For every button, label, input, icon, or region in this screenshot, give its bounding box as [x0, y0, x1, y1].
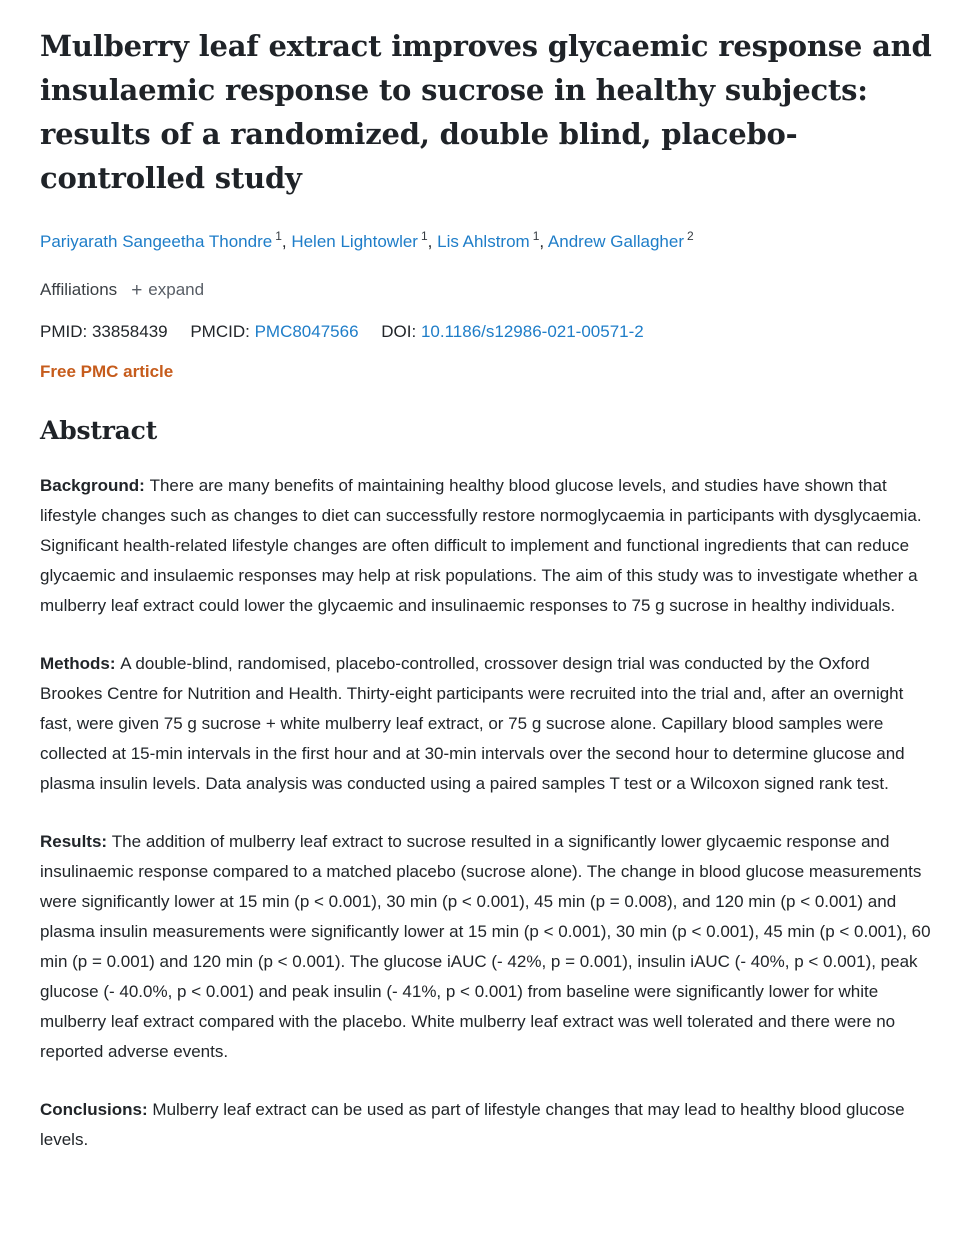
abstract-section-text: The addition of mulberry leaf extract to sucrose resulted in a significantly lower glycaemic response and insulinaemic response compared to a matched placebo (sucrose alone). The change in blood glucose measurements were significantly lower at 15 min (p < 0.001), 30 min (p < 0.001), 45 min (p = 0.008), and 120 min (p < 0.001) and plasma insulin measurements were significantly lower at 15 min (p < 0.001), 30 min (p < 0.001), 45 min (p < 0.001), 60 min (p = 0.001) and 120 min (p < 0.001). The glucose iAUC (- 42%, p = 0.001), insulin iAUC (- 40%, p < 0.001), peak glucose (- 40.0%, p < 0.001) and peak insulin (- 41%, p < 0.001) from baseline were significantly lower for white mulberry leaf extract compared with the placebo. White mulberry leaf extract was well tolerated and there were no reported adverse events.	[40, 832, 931, 1061]
author-link[interactable]: Pariyarath Sangeetha Thondre	[40, 232, 273, 251]
identifier-value[interactable]: 10.1186/s12986-021-00571-2	[420, 322, 644, 341]
identifier-value[interactable]: PMC8047566	[254, 322, 359, 341]
affiliations-row	[40, 280, 935, 300]
author-affiliation-superscript: 1	[532, 229, 540, 244]
identifier-item	[40, 322, 172, 341]
identifier-label: PMCID:	[190, 322, 250, 341]
abstract-section-label: Methods:	[40, 654, 121, 673]
author-separator: ,	[427, 232, 438, 251]
author-separator: ,	[281, 232, 292, 251]
author-separator: ,	[539, 232, 548, 251]
affiliations-label: Affiliations	[40, 280, 118, 299]
plus-icon: +	[131, 279, 143, 301]
affiliations-expand-button[interactable]	[131, 280, 204, 300]
article-title: Mulberry leaf extract improves glycaemic response and insulaemic response to sucrose in healthy subjects: results of a randomized, double blind, placebo-controlled study	[40, 29, 932, 195]
abstract-heading: Abstract	[40, 416, 158, 445]
free-pmc-article-badge: Free PMC article	[40, 362, 174, 381]
abstract-section-text: There are many benefits of maintaining healthy blood glucose levels, and studies have shown that lifestyle changes such as changes to diet can successfully restore normoglycaemia in participants with dysglycaemia. Significant health-related lifestyle changes are often difficult to implement and functional ingredients that can reduce glycaemic and insulaemic responses may help at risk populations. The aim of this study was to investigate whether a mulberry leaf extract could lower the glycaemic and insulinaemic responses to 75 g sucrose in healthy individuals.	[40, 476, 922, 615]
abstract-section-text: Mulberry leaf extract can be used as part of lifestyle changes that may lead to healthy blood glucose levels.	[40, 1100, 905, 1149]
author-item	[291, 229, 438, 251]
author-affiliation-superscript: 2	[686, 229, 694, 244]
author-link[interactable]: Lis Ahlstrom	[437, 232, 530, 251]
abstract-body	[40, 471, 935, 1155]
abstract-section	[40, 1095, 935, 1155]
abstract-section-label: Background:	[40, 476, 150, 495]
author-link[interactable]: Helen Lightowler	[291, 232, 418, 251]
identifier-label: DOI:	[381, 322, 417, 341]
author-item	[547, 229, 694, 251]
abstract-section-label: Results:	[40, 832, 112, 851]
abstract-section-label: Conclusions:	[40, 1100, 153, 1119]
author-affiliation-superscript: 1	[420, 229, 428, 244]
identifier-value: 33858439	[91, 322, 168, 341]
identifiers-row	[40, 322, 935, 342]
abstract-section	[40, 649, 935, 799]
author-item	[437, 229, 548, 251]
author-item	[40, 229, 292, 251]
abstract-section	[40, 471, 935, 621]
expand-label: expand	[148, 280, 205, 299]
author-link[interactable]: Andrew Gallagher	[547, 232, 684, 251]
identifier-label: PMID:	[40, 322, 88, 341]
abstract-section-text: A double-blind, randomised, placebo-controlled, crossover design trial was conducted by the Oxford Brookes Centre for Nutrition and Health. Thirty-eight participants were recruited into the trial and, after an overnight fast, were given 75 g sucrose + white mulberry leaf extract, or 75 g sucrose alone. Capillary blood samples were collected at 15-min intervals in the first hour and at 30-min intervals over the second hour to determine glucose and plasma insulin levels. Data analysis was conducted using a paired samples T test or a Wilcoxon signed rank test.	[40, 654, 905, 793]
author-affiliation-superscript: 1	[275, 229, 282, 244]
identifier-item	[381, 322, 643, 341]
authors-list	[40, 230, 935, 254]
abstract-section	[40, 827, 935, 1067]
identifier-item	[190, 322, 363, 341]
